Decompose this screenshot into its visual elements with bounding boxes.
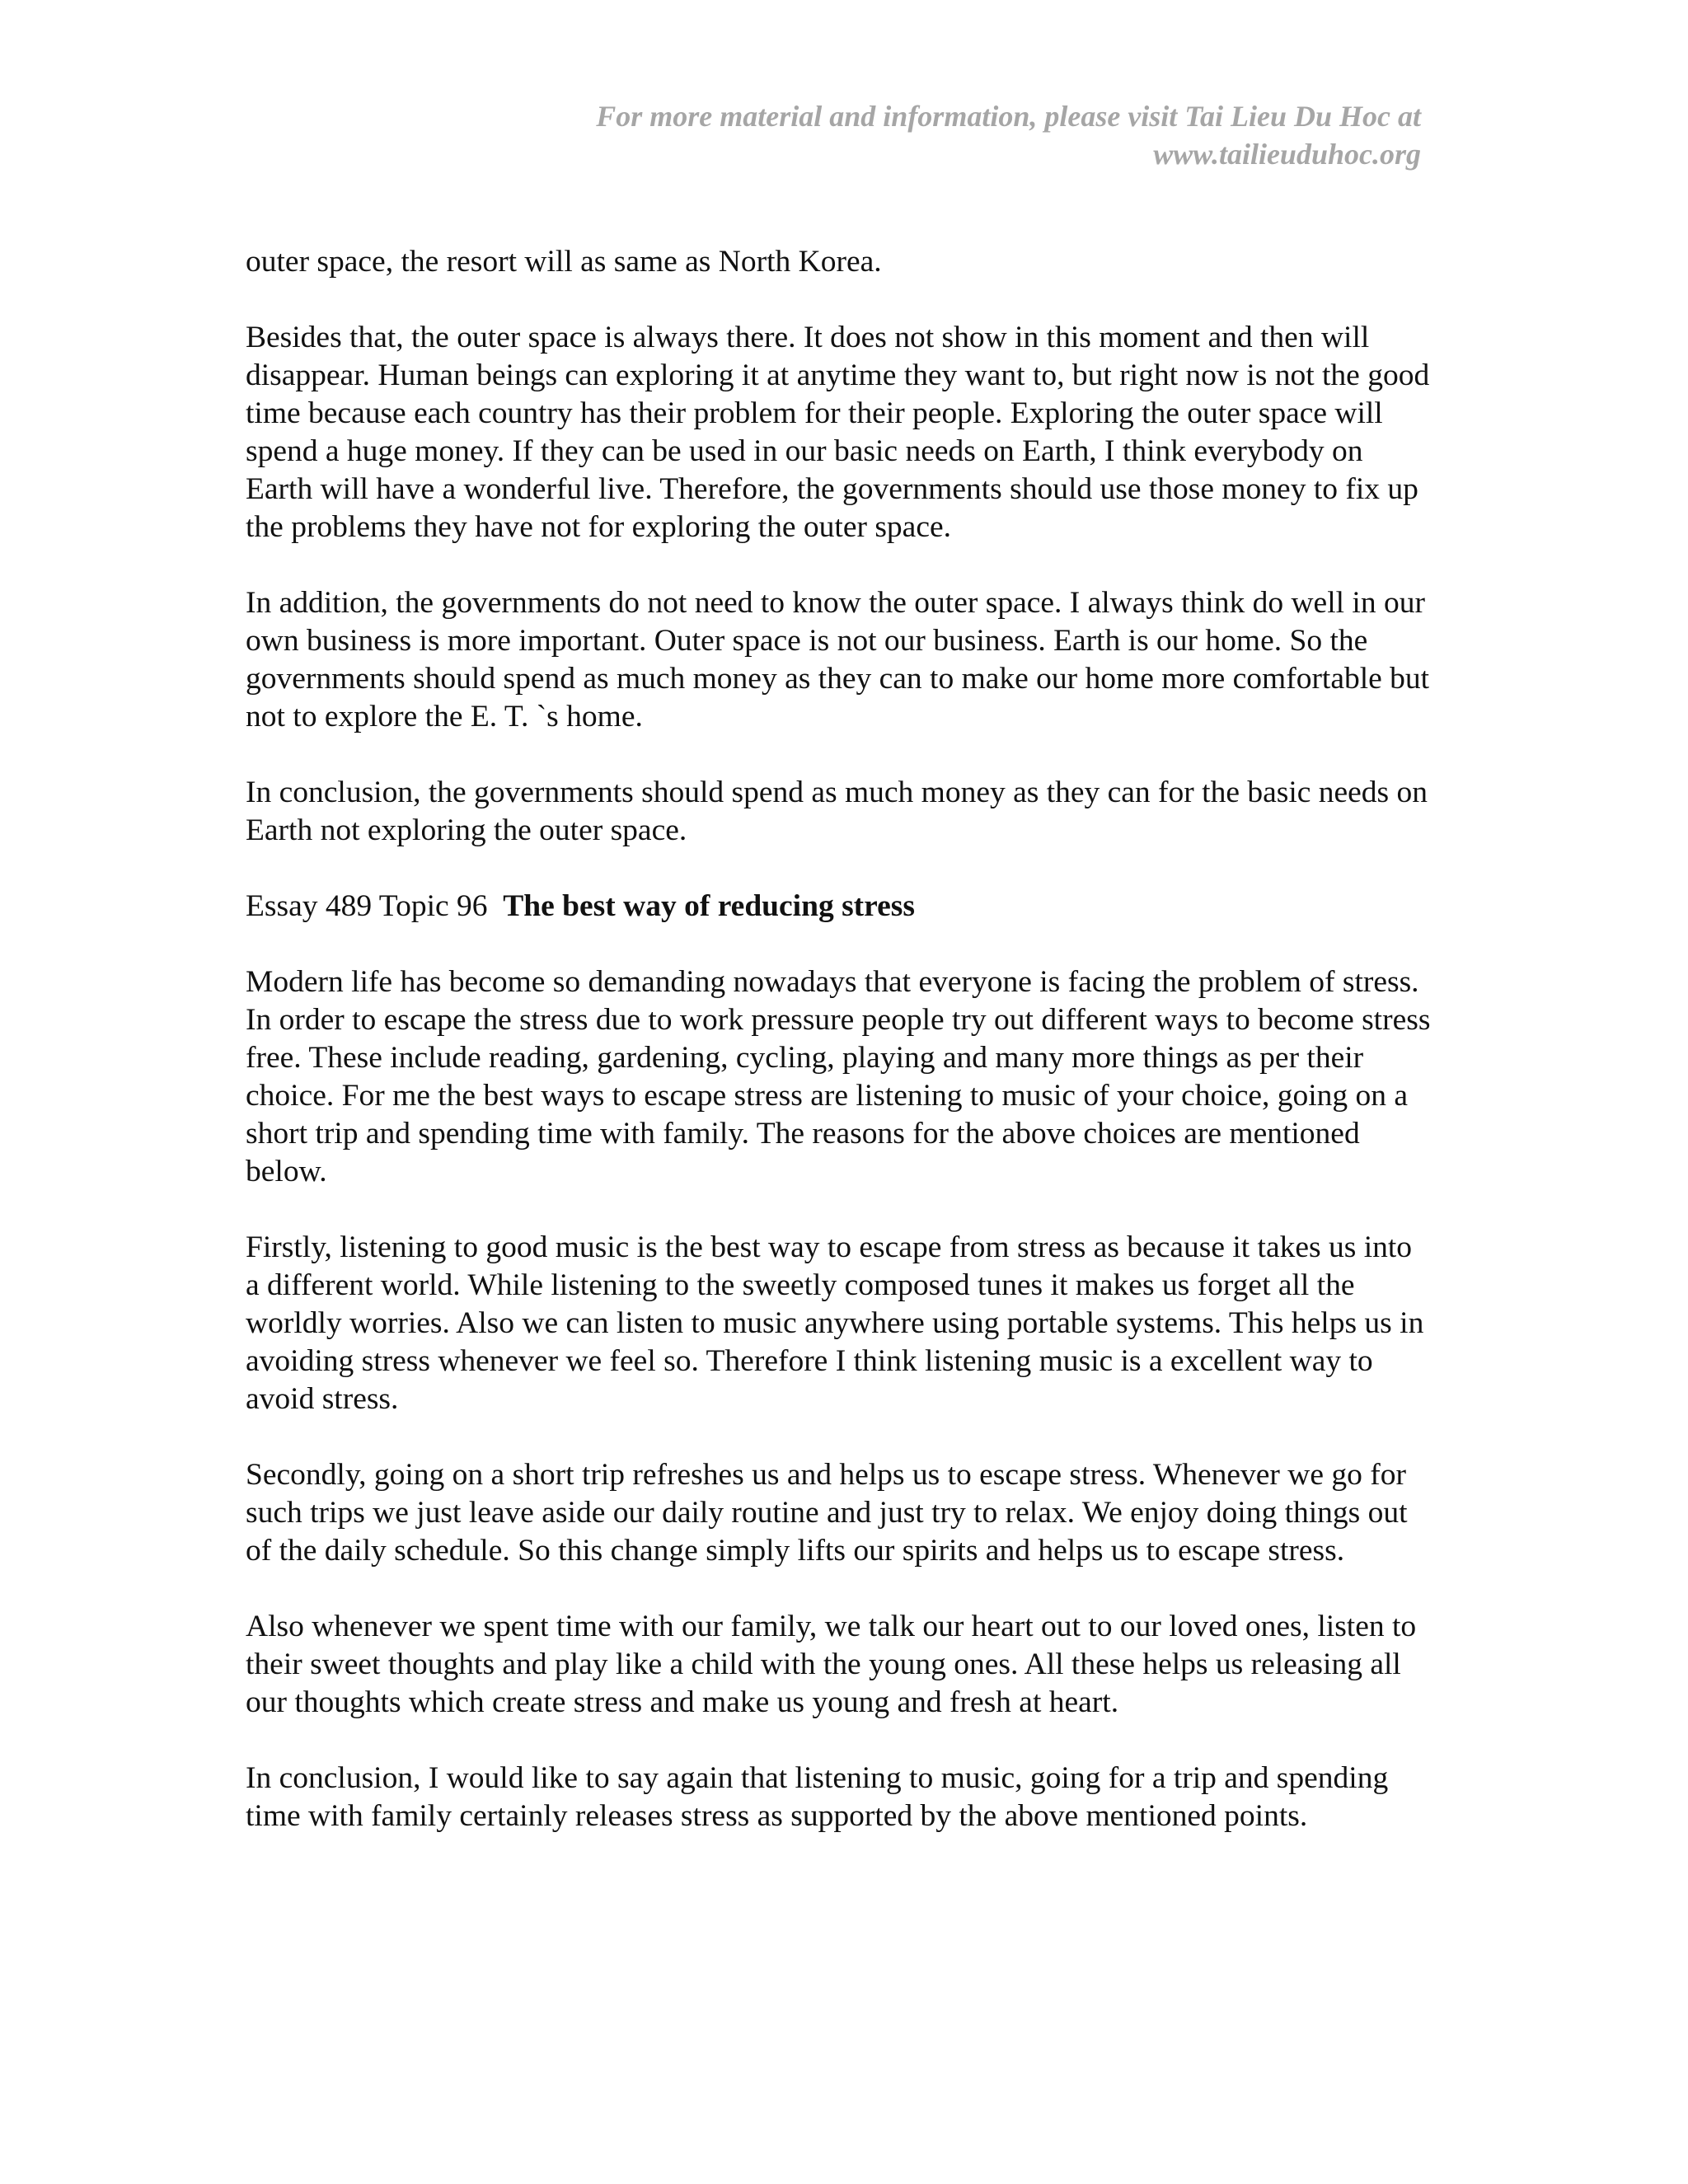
paragraph: In addition, the governments do not need to know the outer space. I always think do well in our own business is more important. Outer space is not our business. Earth is our home. So the governments should spend as much money as they can to make our home more comfortable but not to explore the E. T. `s home. (246, 586, 1430, 733)
document-body (246, 243, 1432, 1873)
paragraph: Firstly, listening to good music is the best way to escape from stress as because it takes us into a different world. While listening to the sweetly composed tunes it makes us forget all the worldly worries. Also we can listen to music anywhere using portable systems. This helps us in avoiding stress whenever we feel so. Therefore I think listening music is a excellent way to avoid stress. (246, 1230, 1424, 1416)
header-line-2: www.tailieuduhoc.org (1153, 138, 1421, 171)
page-header (185, 97, 1421, 173)
paragraph: In conclusion, I would like to say again that listening to music, going for a trip and spending time with family certainly releases stress as supported by the above mentioned points. (246, 1761, 1389, 1833)
paragraph: Secondly, going on a short trip refreshes us and helps us to escape stress. Whenever we go for such trips we just leave aside our daily routine and just try to relax. We enjoy doing things out of the daily schedule. So this change simply lifts our spirits and helps us to escape stress. (246, 1458, 1408, 1568)
essay-heading (246, 888, 1432, 926)
essay-title: The best way of reducing stress (503, 889, 915, 923)
paragraph: Also whenever we spent time with our family, we talk our heart out to our loved ones, listen to their sweet thoughts and play like a child with the young ones. All these helps us releasing all our thoughts which create stress and make us young and fresh at heart. (246, 1610, 1417, 1719)
essay-label: Essay 489 Topic 96 (246, 889, 488, 923)
paragraph: Modern life has become so demanding nowadays that everyone is facing the problem of stress. In order to escape the stress due to work pressure people try out different ways to become stress free. These include reading, gardening, cycling, playing and many more things as per their choice. For me the best ways to escape stress are listening to music of your choice, going on a short trip and spending time with family. The reasons for the above choices are mentioned below. (246, 965, 1431, 1188)
paragraph: In conclusion, the governments should spend as much money as they can for the basic needs on Earth not exploring the outer space. (246, 776, 1428, 847)
paragraph: outer space, the resort will as same as North Korea. (246, 245, 882, 279)
paragraph: Besides that, the outer space is always there. It does not show in this moment and then will disappear. Human beings can exploring it at anytime they want to, but right now is not the good time because each country has their problem for their people. Exploring the outer space will spend a huge money. If they can be used in our basic needs on Earth, I think everybody on Earth will have a wonderful live. Therefore, the governments should use those money to fix up the problems they have not for exploring the outer space. (246, 321, 1430, 544)
header-line-1: For more material and information, please visit Tai Lieu Du Hoc at (596, 100, 1421, 133)
